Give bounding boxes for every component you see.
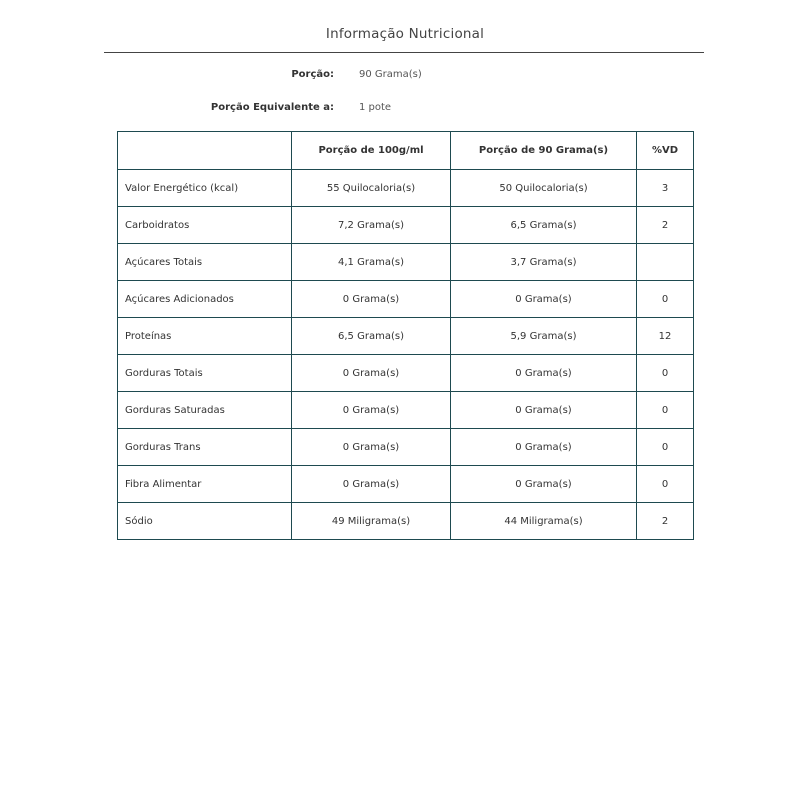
header-per-100: Porção de 100g/ml	[292, 132, 451, 170]
table-header-row	[118, 132, 694, 170]
table-row	[118, 207, 694, 244]
value-per-serving: 0 Grama(s)	[451, 392, 637, 429]
nutrient-name: Valor Energético (kcal)	[118, 170, 292, 207]
nutrient-name: Gorduras Saturadas	[118, 392, 292, 429]
value-per-serving: 44 Miligrama(s)	[451, 503, 637, 540]
title-divider	[104, 52, 704, 53]
value-per-100: 0 Grama(s)	[292, 429, 451, 466]
value-per-100: 6,5 Grama(s)	[292, 318, 451, 355]
value-per-serving: 0 Grama(s)	[451, 355, 637, 392]
table-row	[118, 466, 694, 503]
equivalent-portion-value: 1 pote	[359, 102, 392, 113]
daily-value-percent: 12	[637, 318, 694, 355]
daily-value-percent: 0	[637, 466, 694, 503]
value-per-serving: 50 Quilocaloria(s)	[451, 170, 637, 207]
daily-value-percent: 0	[637, 281, 694, 318]
header-nutrient	[118, 132, 292, 170]
daily-value-percent: 3	[637, 170, 694, 207]
value-per-100: 0 Grama(s)	[292, 466, 451, 503]
nutrient-name: Proteínas	[118, 318, 292, 355]
nutrient-name: Fibra Alimentar	[118, 466, 292, 503]
value-per-serving: 3,7 Grama(s)	[451, 244, 637, 281]
value-per-100: 4,1 Grama(s)	[292, 244, 451, 281]
nutrient-name: Carboidratos	[118, 207, 292, 244]
header-per-serving: Porção de 90 Grama(s)	[451, 132, 637, 170]
value-per-serving: 0 Grama(s)	[451, 281, 637, 318]
table-row	[118, 503, 694, 540]
daily-value-percent: 2	[637, 503, 694, 540]
nutrient-name: Gorduras Totais	[118, 355, 292, 392]
value-per-100: 0 Grama(s)	[292, 392, 451, 429]
nutrient-name: Açúcares Totais	[118, 244, 292, 281]
value-per-serving: 0 Grama(s)	[451, 466, 637, 503]
portion-label: Porção:	[291, 69, 334, 80]
header-daily-value: %VD	[637, 132, 694, 170]
value-per-100: 55 Quilocaloria(s)	[292, 170, 451, 207]
table-row	[118, 170, 694, 207]
value-per-serving: 6,5 Grama(s)	[451, 207, 637, 244]
nutrient-name: Açúcares Adicionados	[118, 281, 292, 318]
value-per-serving: 5,9 Grama(s)	[451, 318, 637, 355]
value-per-100: 7,2 Grama(s)	[292, 207, 451, 244]
daily-value-percent: 0	[637, 429, 694, 466]
nutrient-name: Gorduras Trans	[118, 429, 292, 466]
daily-value-percent: 2	[637, 207, 694, 244]
table-row	[118, 244, 694, 281]
table-row	[118, 281, 694, 318]
equivalent-portion-label: Porção Equivalente a:	[210, 102, 334, 113]
value-per-serving: 0 Grama(s)	[451, 429, 637, 466]
table-row	[118, 318, 694, 355]
daily-value-percent: 0	[637, 392, 694, 429]
value-per-100: 49 Miligrama(s)	[292, 503, 451, 540]
table-row	[118, 392, 694, 429]
nutrient-name: Sódio	[118, 503, 292, 540]
portion-value: 90 Grama(s)	[359, 69, 422, 80]
page-title: Informação Nutricional	[325, 26, 485, 42]
daily-value-percent	[637, 244, 694, 281]
daily-value-percent: 0	[637, 355, 694, 392]
value-per-100: 0 Grama(s)	[292, 355, 451, 392]
nutrition-table	[117, 131, 694, 540]
value-per-100: 0 Grama(s)	[292, 281, 451, 318]
table-row	[118, 429, 694, 466]
table-row	[118, 355, 694, 392]
